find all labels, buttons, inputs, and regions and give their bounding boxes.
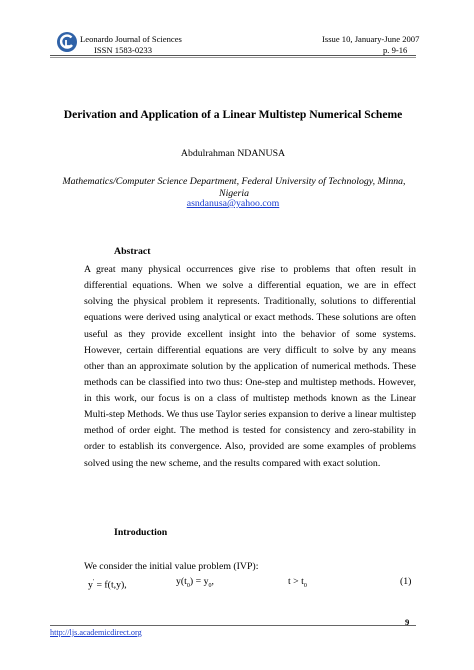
affiliation-line-2: Nigeria: [219, 187, 249, 199]
abstract-body: [84, 262, 416, 472]
journal-url-link[interactable]: http://ljs.academicdirect.org: [50, 628, 142, 637]
issue-info: Issue 10, January-June 2007: [322, 34, 420, 44]
author-email: [50, 198, 416, 210]
intro-sentence: We consider the initial value problem (IVP):: [84, 561, 259, 572]
equation-number: (1): [400, 576, 412, 587]
abstract-heading: Abstract: [114, 246, 151, 257]
equation-part-initial: $y(t_0) = y_0$,: [176, 576, 214, 589]
page-number: 9: [405, 617, 410, 627]
header-rule-thin: [50, 57, 416, 58]
journal-logo-icon: [56, 31, 78, 53]
equation-part-domain: $t > t_0$: [288, 576, 307, 589]
abstract-text: A great many physical occurrences give rise to problems that often result in differential equations. When we solve a differential equation, we are in effect solving the physical problem it represents. Traditionally, solutions to differential equations were derived using analytical or exact methods. These solutions are often useful as they provide excellent insight into the behavior of some systems. However, certain differential equations are very difficult to solve by any means other than an approximate solution by the application of numerical methods. These methods can be classified into two thus: One-step and multistep methods. However, in this work, our focus is on a class of multistep methods known as the Linear Multi-step Methods. We thus use Taylor series expansion to derive a linear multistep method of order eight. The method is tested for consistency and zero-stability in order to establish its convergence. Also, provided are some examples of problems solved using the new scheme, and the results compared with exact solution.: [84, 264, 416, 469]
introduction-heading: Introduction: [114, 527, 168, 538]
author-name: Abdulrahman NDANUSA: [180, 148, 286, 159]
equation-1: [84, 576, 416, 590]
affiliation: [62, 176, 406, 199]
page-range: p. 9-16: [383, 45, 408, 55]
equation-part-ode: y' = f(t,y),: [88, 579, 127, 591]
footer-rule: [50, 625, 416, 626]
email-link[interactable]: asndanusa@yahoo.com: [186, 198, 280, 209]
issn: ISSN 1583-0233: [94, 45, 153, 55]
header-rule: [50, 55, 416, 56]
affiliation-line-1: Mathematics/Computer Science Department, Federal University of Technology, Minna,: [62, 176, 406, 187]
paper-title: Derivation and Application of a Linear Multistep Numerical Scheme: [63, 108, 403, 121]
journal-name: Leonardo Journal of Sciences: [80, 34, 182, 44]
